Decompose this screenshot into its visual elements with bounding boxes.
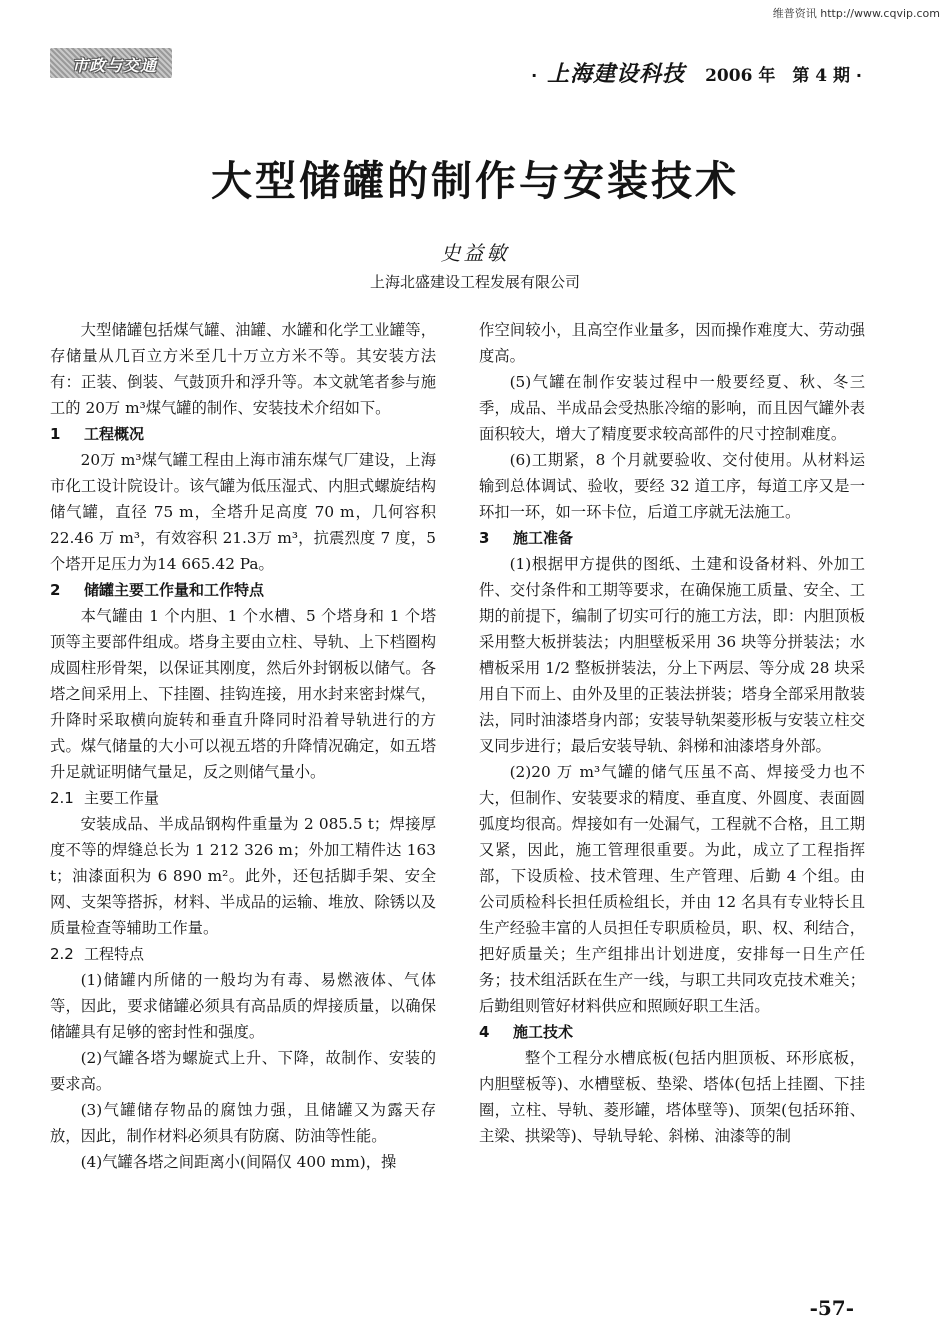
- right-column: [479, 317, 865, 1149]
- journal-issue: 2006 年 第 4 期: [705, 66, 850, 86]
- paragraph-continuation: 作空间较小，且高空作业量多，因而操作难度大、劳动强度高。: [479, 321, 865, 365]
- section-number: 2.2: [50, 945, 74, 963]
- section-heading-2: [50, 577, 436, 603]
- section-title: 工程概况: [84, 425, 145, 443]
- intro-paragraph: 大型储罐包括煤气罐、油罐、水罐和化学工业罐等，存储量从几百立方米至几十万立方米不等。其安装方法有：正装、倒装、气鼓顶升和浮升等。本文就笔者参与施工的 20万 m³煤气罐的制作、安装技术介绍如下。: [50, 321, 436, 417]
- section-heading-1: [50, 421, 436, 447]
- section-number: 2: [50, 581, 61, 599]
- section-tag-label: 市政与交通: [72, 56, 158, 75]
- paragraph: 整个工程分水槽底板(包括内胆顶板、环形底板，内胆壁板等)、水槽壁板、垫梁、塔体(包括上挂圈、下挂圈，立柱、导轨、菱形罐，塔体壁等)、顶架(包括环箝、主梁、拱梁等)、导轨导轮、斜梯、油漆等的制: [479, 1049, 865, 1145]
- paragraph: (1)根据甲方提供的图纸、土建和设备材料、外加工件、交付条件和工期等要求，在确保施工质量、安全、工期的前提下，编制了切实可行的施工方法，即：内胆顶板采用整大板拼装法；内胆壁板采用 36 块等分拼装法；水槽板采用 1/2 整板拼装法，分上下两层、等分成 28 块采用自下而上、由外及里的正装法拼装；塔身全部采用散装法，同时油漆塔身内部；安装导轨架菱形板与安装立柱交叉同步进行；最后安装导轨、斜梯和油漆塔身外部。: [479, 555, 865, 755]
- paragraph: (2)20 万 m³气罐的储气压虽不高、焊接受力也不大，但制作、安装要求的精度、垂直度、外圆度、表面圆弧度均很高。焊接如有一处漏气，工程就不合格，且工期又紧，因此，施工管理很重要。为此，成立了工程指挥部，下设质检、技术管理、生产管理、后勤 4 个组。由公司质检科长担任质检组长，并由 12 名具有专业特长且生产经验丰富的人员担任专职质检员，职、权、利结合，把好质量关；生产组排出计划进度，安排每一日生产任务；技术组活跃在生产一线，与职工共同攻克技术难关；后勤组则管好材料供应和照顾好职工生活。: [479, 763, 865, 1015]
- section-title: 储罐主要工作量和工作特点: [84, 581, 265, 599]
- section-title: 工程特点: [84, 945, 145, 963]
- subsection-heading-2-1: [50, 785, 436, 811]
- journal-name: 上海建设科技: [547, 62, 686, 87]
- section-tag: [50, 48, 172, 78]
- paragraph: 本气罐由 1 个内胆、1 个水槽、5 个塔身和 1 个塔顶等主要部件组成。塔身主要由立柱、导轨、上下档圈构成圆柱形骨架，以保证其刚度，然后外封钢板以储气。各塔之间采用上、下挂圈、挂钩连接，用水封来密封煤气，升降时采取横向旋转和垂直升降同时沿着导轨进行的方式。煤气储量的大小可以视五塔的升降情况确定，如五塔升足就证明储气量足，反之则储气量小。: [50, 607, 436, 781]
- paragraph: (2)气罐各塔为螺旋式上升、下降，故制作、安装的要求高。: [50, 1049, 436, 1093]
- section-title: 施工技术: [513, 1023, 574, 1041]
- header-dot-left: ·: [531, 66, 538, 85]
- author-name: 史益敏: [440, 241, 510, 265]
- paragraph: (1)储罐内所储的一般均为有毒、易燃液体、气体等，因此，要求储罐必须具有高品质的焊接质量，以确保储罐具有足够的密封性和强度。: [50, 971, 436, 1041]
- article-title: 大型储罐的制作与安装技术: [211, 157, 739, 205]
- section-heading-4: [479, 1019, 865, 1045]
- paragraph: (3)气罐储存物品的腐蚀力强，且储罐又为露天存放，因此，制作材料必须具有防腐、防油等性能。: [50, 1101, 436, 1145]
- paragraph: (5)气罐在制作安装过程中一般要经夏、秋、冬三季，成品、半成品会受热胀冷缩的影响，而且因气罐外表面积较大，增大了精度要求较高部件的尺寸控制难度。: [479, 373, 865, 443]
- section-title: 主要工作量: [84, 789, 160, 807]
- header-dot-right: ·: [855, 66, 862, 85]
- section-heading-3: [479, 525, 865, 551]
- section-number: 4: [479, 1023, 490, 1041]
- author-affiliation: 上海北盛建设工程发展有限公司: [369, 273, 580, 291]
- page-number: -57-: [809, 1296, 854, 1320]
- watermark-text: 维普资讯 http://www.cqvip.com: [772, 7, 940, 20]
- section-number: 2.1: [50, 789, 74, 807]
- left-column: [50, 317, 436, 1175]
- journal-header: [531, 57, 862, 88]
- subsection-heading-2-2: [50, 941, 436, 967]
- section-number: 3: [479, 529, 490, 547]
- paragraph: 安装成品、半成品钢构件重量为 2 085.5 t；焊接厚度不等的焊缝总长为 1 212 326 m；外加工精件达 163 t；油漆面积为 6 890 m²。此外，还包括脚手架、安全网、支架等搭拆，材料、半成品的运输、堆放、除锈以及质量检查等辅助工作量。: [50, 815, 436, 937]
- paragraph: 20万 m³煤气罐工程由上海市浦东煤气厂建设，上海市化工设计院设计。该气罐为低压湿式、内胆式螺旋结构储气罐，直径 75 m，全塔升足高度 70 m，几何容积 22.46 万 m³，有效容积 21.3万 m³，抗震烈度 7 度，5 个塔开足压力为14 665.42 Pa。: [50, 451, 436, 573]
- section-title: 施工准备: [513, 529, 574, 547]
- section-number: 1: [50, 425, 61, 443]
- paragraph: (4)气罐各塔之间距离小(间隔仅 400 mm)，操: [80, 1153, 397, 1171]
- paragraph: (6)工期紧，8 个月就要验收、交付使用。从材料运输到总体调试、验收，要经 32 道工序，每道工序又是一环扣一环，如一环卡位，后道工序就无法施工。: [479, 451, 865, 521]
